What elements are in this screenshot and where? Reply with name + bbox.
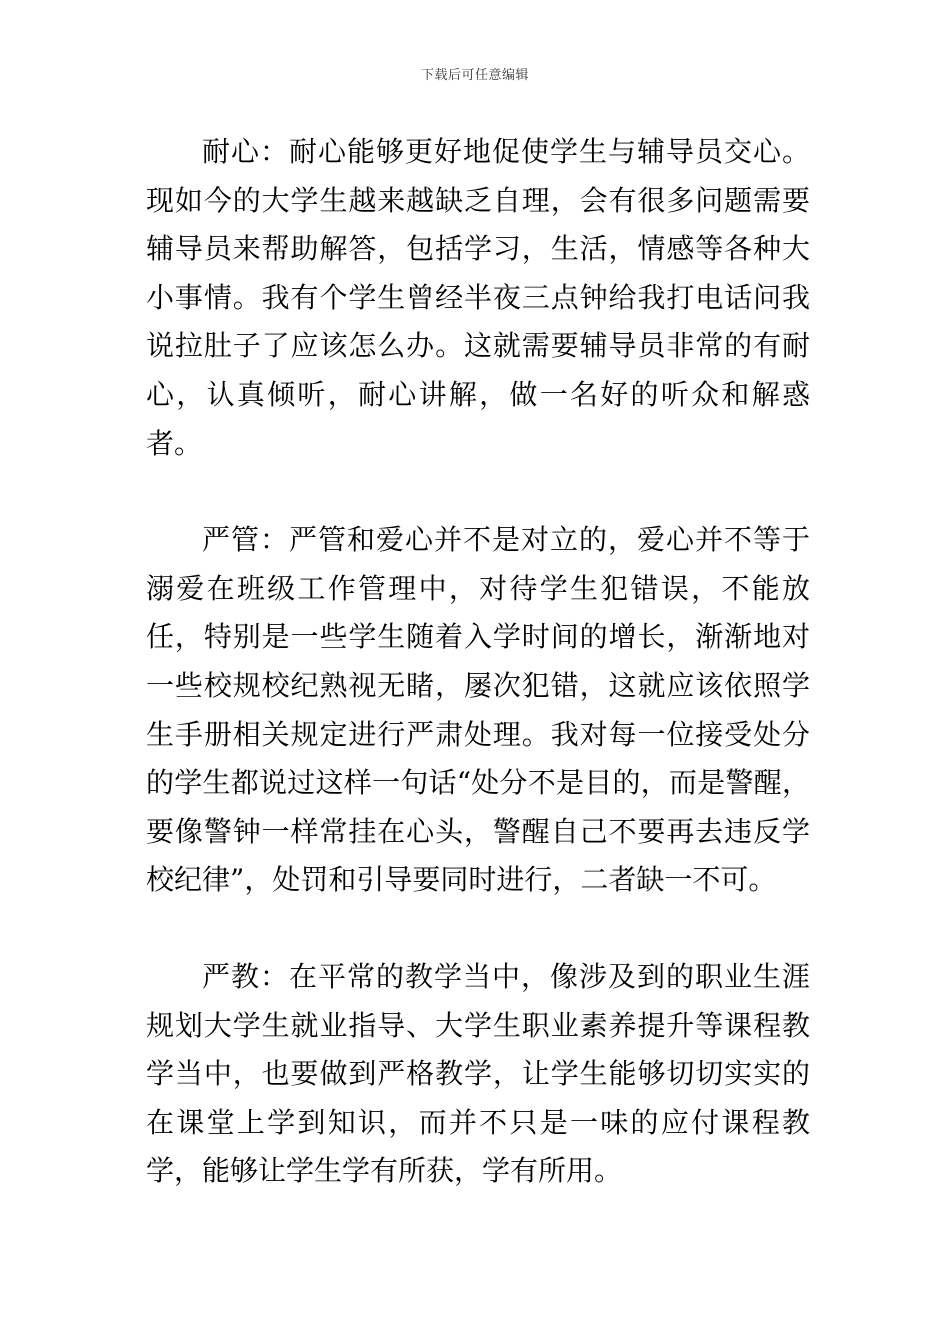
paragraph-patience: 耐心：耐心能够更好地促使学生与辅导员交心。现如今的大学生越来越缺乏自理，会有很多问题需要辅导员来帮助解答，包括学习，生活，情感等各种大小事情。我有个学生曾经半夜三点钟给我打电话问我说拉肚子了应该怎么办。这就需要辅导员非常的有耐心，认真倾听，耐心讲解，做一名好的听众和解惑者。	[146, 135, 810, 460]
document-body	[146, 128, 810, 1196]
paragraph-strict-management: 严管：严管和爱心并不是对立的，爱心并不等于溺爱在班级工作管理中，对待学生犯错误，不能放任，特别是一些学生随着入学时间的增长，渐渐地对一些校规校纪熟视无睹，屡次犯错，这就应该依照学生手册相关规定进行严肃处理。我对每一位接受处分的学生都说过这样一句话“处分不是目的，而是警醒，要像警钟一样常挂在心头，警醒自己不要再去违反学校纪律”，处罚和引导要同时进行，二者缺一不可。	[146, 523, 810, 897]
paragraph-strict-teaching: 严教：在平常的教学当中，像涉及到的职业生涯规划大学生就业指导、大学生职业素养提升等课程教学当中，也要做到严格教学，让学生能够切切实实的在课堂上学到知识，而并不只是一味的应付课程教学，能够让学生学有所获，学有所用。	[146, 959, 810, 1188]
header-note: 下载后可任意编辑	[420, 68, 529, 83]
